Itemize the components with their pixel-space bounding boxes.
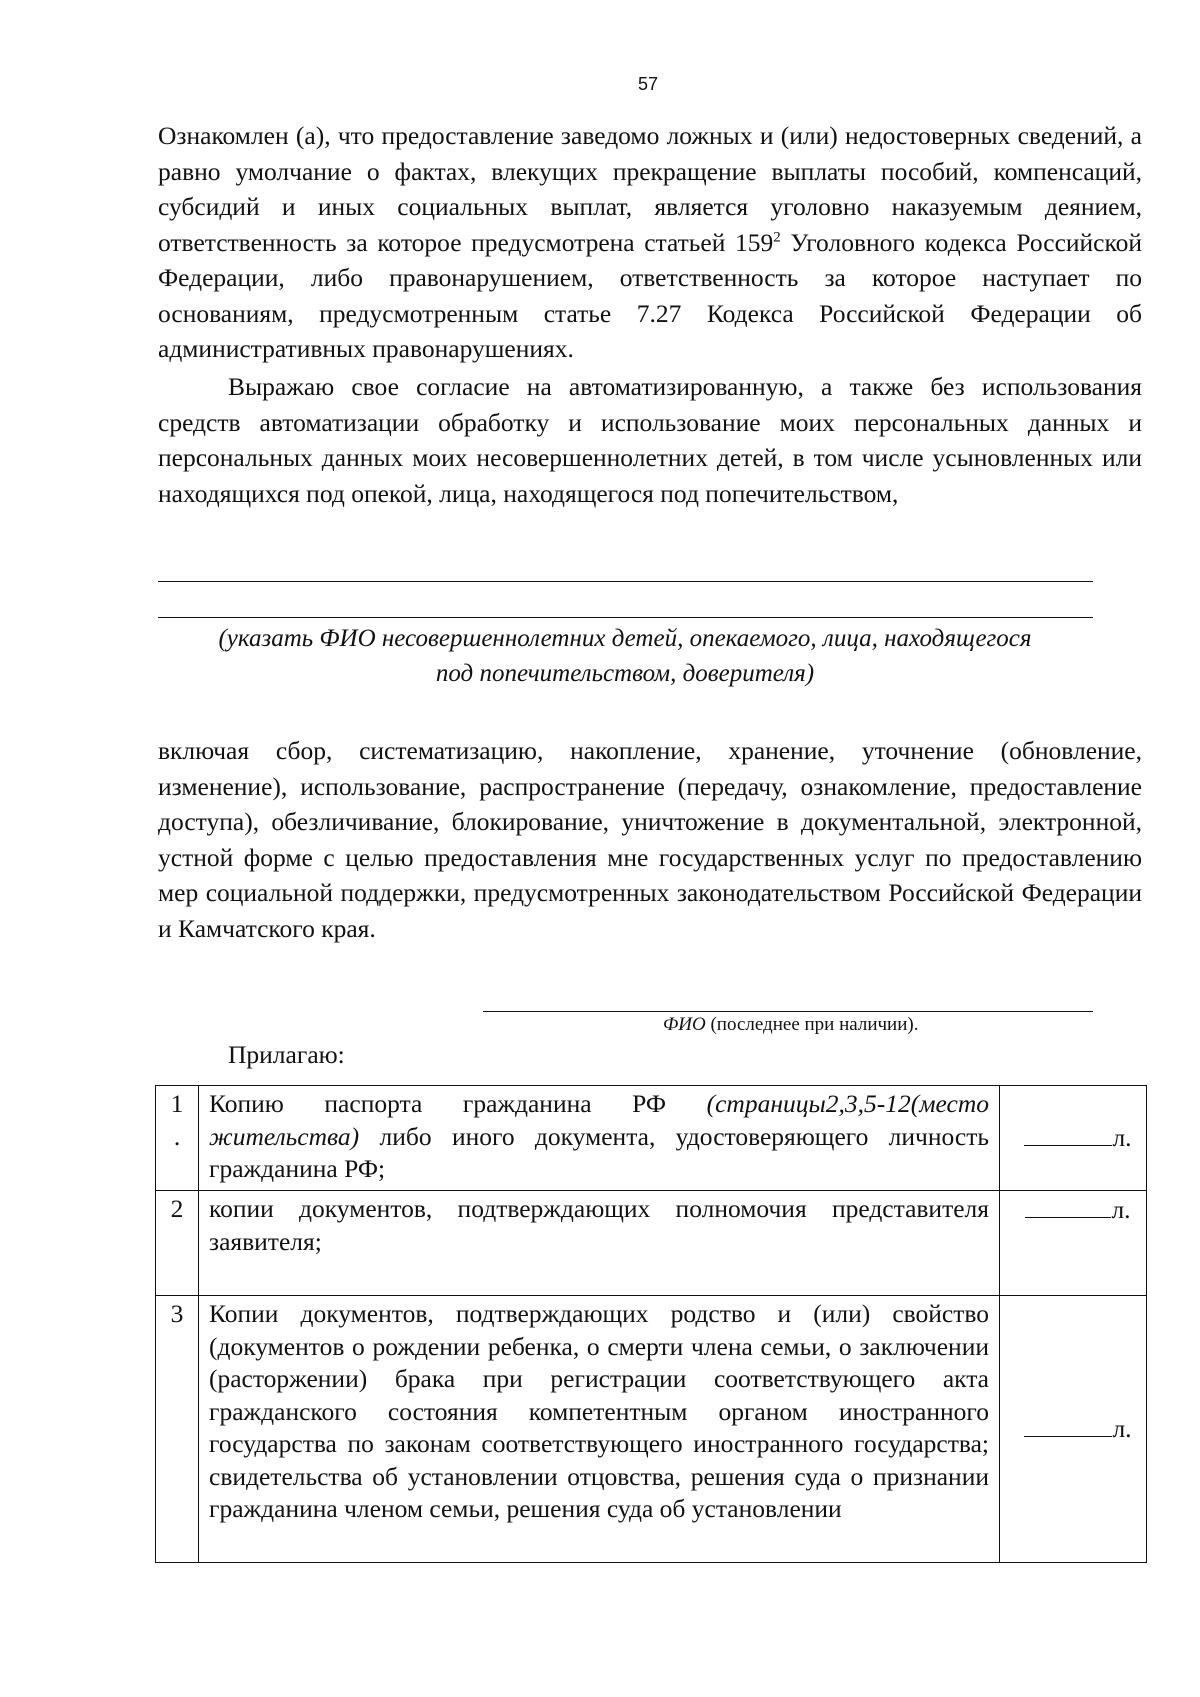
- consent-paragraph: Выражаю свое согласие на автоматизированную, а также без использования средств автоматизации обработку и использование моих персональных данных и персональных данных моих несовершеннолетних детей, в том числе усыновленных или находящихся под опекой, лица, находящегося под попечительством,: [158, 372, 1142, 508]
- desc-plain-2: либо иного документа, удостоверяющего личность гражданина РФ;: [209, 1121, 989, 1183]
- article-superscript: 2: [773, 229, 781, 245]
- warning-text-part-2: Уголовного кодекса Российской Федерации, либо правонарушением, ответственность за которое наступает по основаниям, предусмотренным статье 7.27 Кодекса Российской Федерации об административных правонарушениях.: [158, 227, 1142, 363]
- warning-paragraph: [158, 118, 1142, 367]
- row-number: [156, 1086, 199, 1191]
- hint-line-2: под попечительством, доверителя): [435, 660, 815, 687]
- row-description: [199, 1086, 1000, 1191]
- table-row: [156, 1086, 1147, 1191]
- children-names-line-1[interactable]: [158, 581, 1093, 582]
- children-names-hint: [140, 621, 1110, 691]
- row-number-text: 1 .: [170, 1089, 184, 1151]
- row-description: Копии документов, подтверждающих родство и (или) свойство (документов о рождении ребенка, о смерти члена семьи, о заключении (расторжении) брака при регистрации соответствующего акта гражданского состояния компетентным органом иностранного государства по законам соответствующего иностранного государства; свидетельства об установлении отцовства, решения суда о признании гражданина членом семьи, решения суда об установлении: [199, 1296, 1000, 1563]
- row-pages-cell: [1000, 1086, 1147, 1191]
- pages-count-field[interactable]: [1025, 1193, 1111, 1218]
- pages-count-field[interactable]: [1024, 1121, 1112, 1146]
- children-names-line-2[interactable]: [158, 617, 1093, 618]
- row-number: 3: [156, 1296, 199, 1563]
- pages-suffix: л.: [1111, 1195, 1131, 1224]
- page-number: 57: [637, 74, 659, 94]
- table-row: [156, 1296, 1147, 1563]
- signature-caption: [663, 1014, 918, 1036]
- fio-note: (последнее при наличии).: [705, 1014, 919, 1035]
- row-description: копии документов, подтверждающих полномочия представителя заявителя;: [199, 1191, 1000, 1296]
- pages-suffix: л.: [1112, 1123, 1132, 1153]
- attachments-table: [155, 1085, 1147, 1563]
- fio-label: ФИО: [663, 1014, 706, 1035]
- warning-text-part-1: Ознакомлен (а), что предоставление заведомо ложных и (или) недостоверных сведений, а равно умолчание о фактах, влекущих прекращение выплаты пособий, компенсаций, субсидий и иных социальных выплат, является уголовно наказуемым деянием, ответственность за которое предусмотрена статьей 159: [158, 121, 1142, 257]
- row-pages-cell: [1000, 1191, 1147, 1296]
- hint-line-1: (указать ФИО несовершеннолетних детей, опекаемого, лица, находящегося: [218, 625, 1032, 652]
- desc-italic: (страницы2,3,5-12(место жительства): [209, 1089, 989, 1151]
- pages-count-field[interactable]: [1024, 1412, 1112, 1437]
- attachments-title: Прилагаю:: [228, 1040, 345, 1069]
- signature-fio-line[interactable]: [483, 1011, 1093, 1012]
- row-number: 2: [156, 1191, 199, 1296]
- pages-suffix: л.: [1112, 1414, 1132, 1444]
- desc-plain-1: Копию паспорта гражданина РФ: [209, 1089, 707, 1118]
- table-row: [156, 1191, 1147, 1296]
- row-pages-cell: [1000, 1296, 1147, 1563]
- processing-paragraph: включая сбор, систематизацию, накопление, хранение, уточнение (обновление, изменение), использование, распространение (передачу, ознакомление, предоставление доступа), обезличивание, блокирование, уничтожение в документальной, электронной, устной форме с целью предоставления мне государственных услуг по предоставлению мер социальной поддержки, предусмотренных законодательством Российской Федерации и Камчатского края.: [158, 736, 1142, 943]
